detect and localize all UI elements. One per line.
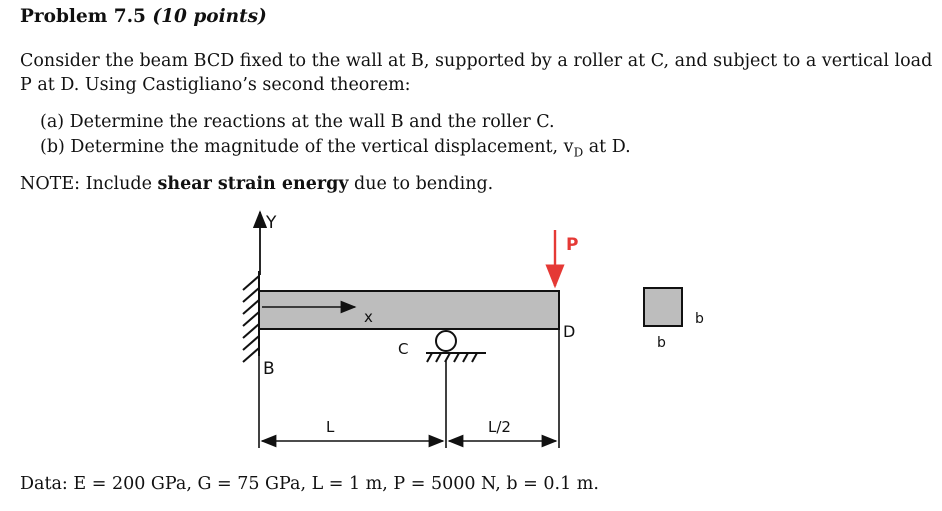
intro-line-1: Consider the beam BCD fixed to the wall at B, supported by a roller at C, and subject to a vertical load (20, 51, 933, 71)
dimension-lines (259, 329, 559, 448)
part-b-end: at D. (583, 137, 631, 157)
label-c: C (398, 340, 409, 358)
problem-points: (10 points) (152, 6, 267, 27)
y-axis (260, 212, 277, 275)
data-line: Data: E = 200 GPa, G = 75 GPa, L = 1 m, P = 5000 N, b = 0.1 m. (20, 474, 599, 494)
y-axis-label: Y (266, 213, 277, 233)
load-arrow (555, 230, 578, 286)
cross-section (644, 288, 682, 326)
problem-number: Problem 7.5 (20, 6, 146, 27)
part-b-subscript: D (573, 145, 584, 160)
x-axis-label: x (364, 308, 373, 326)
note-prefix: NOTE: Include (20, 174, 158, 194)
label-d: D (563, 322, 576, 341)
dimension-l-half: L/2 (488, 418, 511, 436)
label-b: B (263, 359, 275, 379)
fixed-wall (243, 271, 259, 362)
part-a: (a) Determine the reactions at the wall B and the roller C. (40, 112, 555, 132)
cross-section-side-label: b (695, 311, 704, 327)
beam (259, 291, 559, 329)
load-label: P (566, 235, 579, 255)
intro-line-2: P at D. Using Castigliano’s second theorem: (20, 75, 411, 95)
dimension-l: L (326, 418, 335, 436)
roller-support (426, 331, 486, 362)
note-suffix: due to bending. (348, 174, 494, 194)
cross-section-bottom-label: b (657, 335, 666, 351)
note-bold: shear strain energy (157, 174, 349, 194)
part-b-text: (b) Determine the magnitude of the vertical displacement, v (40, 137, 574, 157)
